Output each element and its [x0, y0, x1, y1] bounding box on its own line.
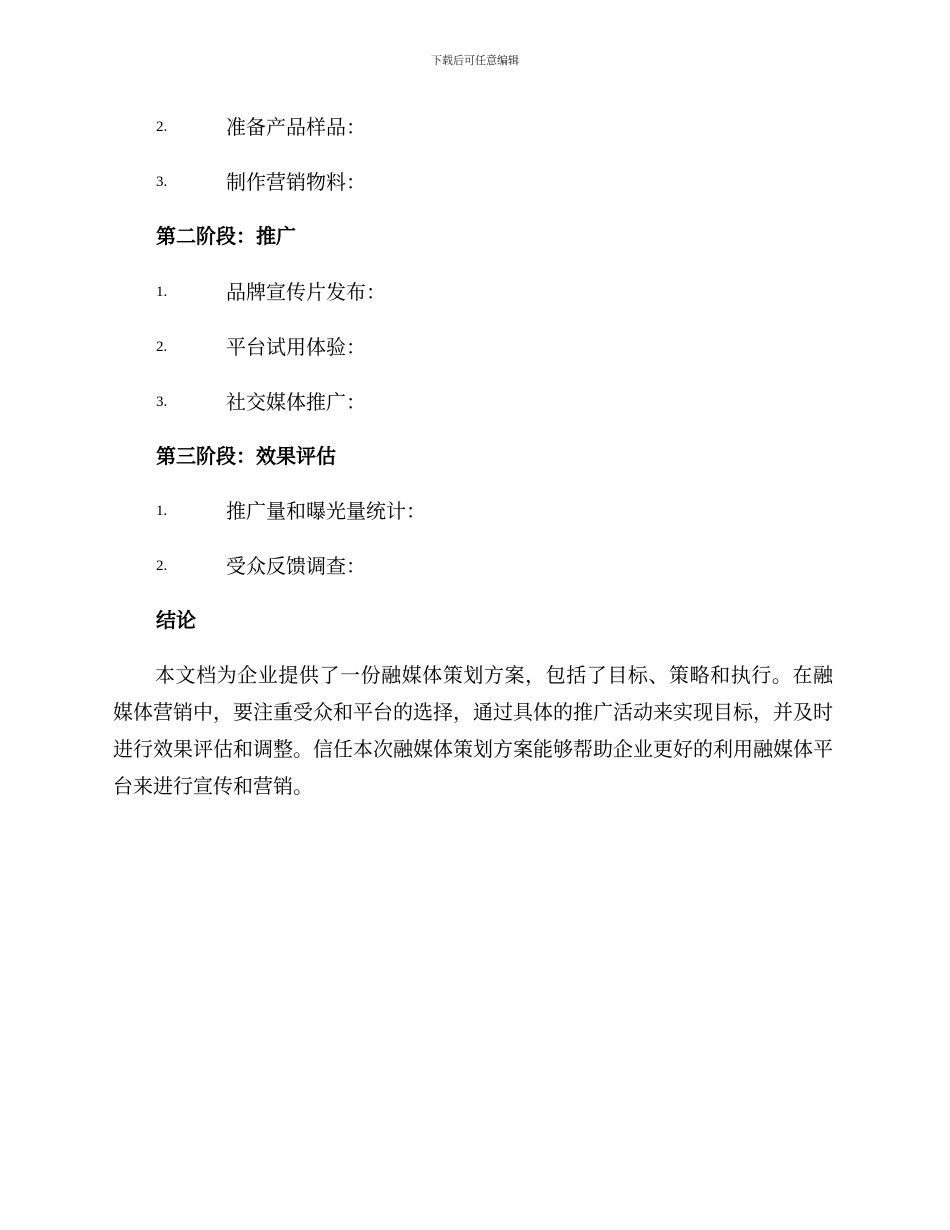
list-text: 社交媒体推广： [226, 390, 366, 414]
list-number: 1. [156, 503, 168, 519]
page-header: 下载后可任意编辑 [431, 54, 519, 67]
conclusion-paragraph: 本文档为企业提供了一份融媒体策划方案，包括了目标、策略和执行。在融媒体营销中，要注重受众和平台的选择，通过具体的推广活动来实现目标，并及时进行效果评估和调整。信任本次融媒体策划方案能够帮助企业更好的利用融媒体平台来进行宣传和营销。 [113, 663, 833, 798]
list-text: 制作营销物料： [226, 170, 366, 194]
list-number: 2. [156, 119, 168, 135]
section-heading-phase3: 第三阶段：效果评估 [156, 444, 336, 468]
list-number: 3. [156, 394, 168, 410]
list-number: 2. [156, 339, 168, 355]
list-text: 平台试用体验： [226, 335, 366, 359]
list-text: 品牌宣传片发布： [226, 280, 386, 304]
list-text: 准备产品样品： [226, 115, 366, 139]
list-text: 推广量和曝光量统计： [226, 499, 426, 523]
list-number: 3. [156, 174, 168, 190]
list-text: 受众反馈调查： [226, 554, 366, 578]
section-heading-phase2: 第二阶段：推广 [156, 224, 296, 248]
list-number: 1. [156, 284, 168, 300]
section-heading-conclusion: 结论 [156, 608, 196, 632]
list-number: 2. [156, 558, 168, 574]
